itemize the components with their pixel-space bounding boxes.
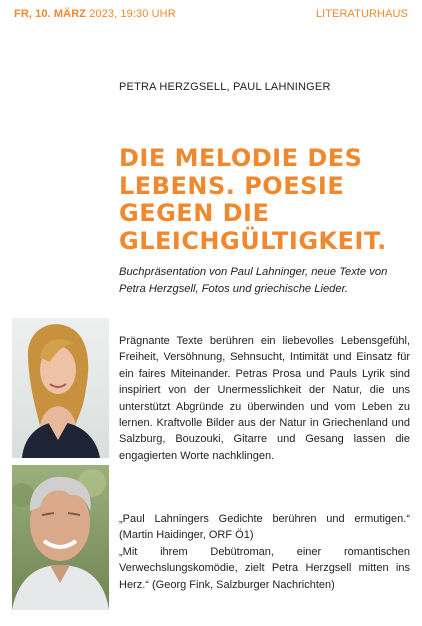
author-photo-woman — [12, 318, 109, 458]
press-quote: „Paul Lahningers Gedichte berühren und ermutigen.“ (Martin Haidinger, ORF Ö1) — [119, 513, 410, 542]
event-venue: LITERATURHAUS — [315, 8, 408, 20]
event-date-bold: FR, 10. MÄRZ — [14, 8, 87, 20]
event-description: Prägnante Texte berühren ein liebevolles Lebensgefühl, Freiheit, Versöhnung, Sehnsucht, Intimität und Einsatz für ein faires Miteinander. Petras Prosa und Pauls Lyrik sind inspiriert von der Unermesslichkeit der Natur, die uns unterstützt Abgründe zu überwinden und vom Leben zu lernen. Kraftvolle Bilder aus der Natur in Griechenland und Salzburg, Bouzouki, Gitarre und Gesang lassen die engagierten Worte nachklingen. — [119, 335, 410, 462]
event-title: DIE MELODIE DES LEBENS. POESIE GEGEN DIE GLEICHGÜLTIGKEIT. — [119, 144, 387, 255]
authors-line: PETRA HERZGSELL, PAUL LAHNINGER — [119, 81, 331, 93]
event-date-time: 2023, 19:30 UHR — [86, 8, 176, 20]
press-quote: „Mit ihrem Debütroman, einer romantischen Verwechslungskomödie, zielt Petra Herzgsell mitten ins Herz.“ (Georg Fink, Salzburger Nachrichten) — [119, 545, 410, 591]
press-quotes — [119, 511, 410, 593]
event-header — [14, 8, 408, 20]
author-photo-man — [12, 465, 109, 610]
event-subtitle: Buchpräsentation von Paul Lahninger, neue Texte von Petra Herzgsell, Fotos und griechische Lieder. — [119, 266, 388, 295]
event-date — [14, 8, 176, 20]
